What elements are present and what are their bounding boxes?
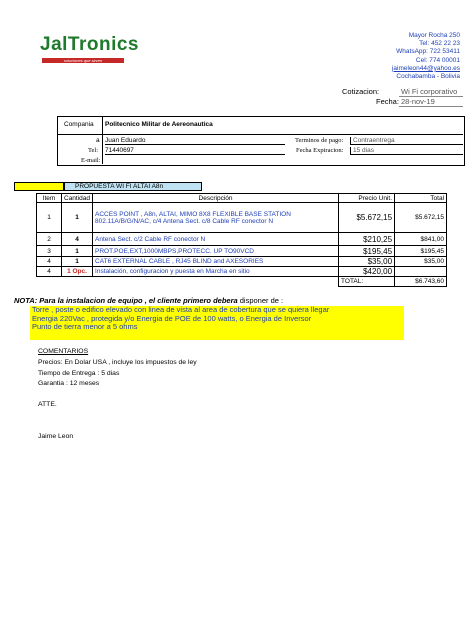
row-item: 1	[37, 203, 62, 233]
closing: ATTE.	[38, 401, 57, 408]
row-unit-price: $210,25	[339, 233, 395, 246]
row-unit-price: $420,00	[339, 267, 395, 277]
table-row	[37, 203, 447, 233]
expiracion-value: 15 dias	[350, 147, 463, 155]
email-link[interactable]: jaimeleon44@yahoo.es	[391, 64, 460, 72]
items-table	[36, 193, 447, 287]
table-row	[37, 267, 447, 277]
address: Mayor Rocha 250	[408, 32, 460, 39]
compania-label: Compania	[64, 121, 94, 128]
row-total: $841,00	[395, 233, 447, 246]
requirement-item: Torre , poste o edifico elevado con linea de vista al area de cobertura que se quiera llegar	[32, 305, 330, 314]
table-row	[37, 233, 447, 246]
fecha-label: Fecha:	[376, 97, 399, 106]
total-row	[37, 277, 447, 287]
cotizacion-value: Wi Fi corporativo	[399, 87, 463, 97]
signature-name: Jaime Leon	[38, 433, 74, 440]
row-description: ACCES POINT , A8n, ALTAI, MIMO 8X8 FLEXIBLE BASE STATION 802.11A/B/G/N/AC, c/4 Antena Sect. c/8 Cable RF conector N	[93, 203, 339, 233]
total-label: TOTAL:	[339, 277, 395, 287]
header-descripcion: Descripción	[93, 194, 339, 203]
proposal-marker	[14, 182, 64, 191]
comments-tiempo: Tiempo de Entrega : 5 dias	[38, 370, 120, 377]
tel-label: Tel:	[88, 147, 99, 154]
row-item: 3	[37, 246, 62, 257]
company-contact	[392, 32, 460, 81]
table-row	[37, 246, 447, 257]
cell: Cel: 774 00001	[415, 56, 460, 64]
table-header	[37, 194, 447, 203]
row-description: Antena Sect. c/2 Cable RF conector N	[93, 233, 339, 246]
row-unit-price: $5.672,15	[339, 203, 395, 233]
client-box	[57, 116, 465, 166]
header-precio: Precio Unit.	[339, 194, 395, 203]
terminos-label: Terminos de pago:	[295, 137, 344, 144]
compania-value: Politecnico Militar de Aereonautica	[105, 121, 213, 128]
row-qty: 1	[62, 257, 93, 267]
row-qty: 4	[62, 233, 93, 246]
comments-title: COMENTARIOS	[38, 348, 89, 355]
row-unit-price: $35,00	[339, 257, 395, 267]
a-label: a	[96, 137, 100, 144]
row-item: 4	[37, 267, 62, 277]
header-cantidad: Cantidad	[62, 194, 93, 203]
company-logo	[40, 34, 139, 70]
row-qty: 1 Opc.	[62, 267, 93, 277]
row-qty: 1	[62, 246, 93, 257]
row-total	[395, 267, 447, 277]
comments-garantia: Garantia : 12 meses	[38, 380, 100, 387]
nota	[14, 296, 283, 305]
tel-value: 71440697	[105, 147, 285, 155]
terminos-value: Contraentrega	[350, 137, 463, 145]
row-description: Instalación, configuracion y puesta en Marcha en sitio	[93, 267, 339, 277]
nota-heading: NOTA: Para la instalacion de equipo , el cliente primero debera	[14, 296, 238, 305]
row-total: $5.672,15	[395, 203, 447, 233]
a-value: Juan Eduardo	[105, 137, 285, 145]
row-unit-price: $195,45	[339, 246, 395, 257]
row-total: $35,00	[395, 257, 447, 267]
row-qty: 1	[62, 203, 93, 233]
header-total: Total	[395, 194, 447, 203]
comments-precios: Precios: En Dolar USA , incluye los impuestos de ley	[38, 359, 197, 366]
expiracion-label: Fecha Expiracion:	[296, 147, 344, 154]
requirement-item: Punto de tierra menor a 5 ohms	[32, 322, 138, 332]
requirement-item: Energia 220Vac , protegida y/o Energia de POE de 100 watts, o Energia de Inversor	[32, 313, 312, 323]
row-item: 4	[37, 257, 62, 267]
total-value: $6.743,60	[395, 277, 447, 287]
city: Cochabamba - Bolivia	[396, 73, 460, 81]
cotizacion-label: Cotizacion:	[342, 87, 380, 96]
proposal-title: PROPUESTA WI FI ALTAI A8n	[64, 182, 202, 191]
row-total: $195,45	[395, 246, 447, 257]
header-item: Item	[37, 194, 62, 203]
phone: Tel: 452 22 23	[419, 40, 460, 48]
logo-tagline: soluciones que sirven	[42, 58, 124, 63]
fecha-value: 28-nov-19	[399, 97, 463, 107]
logo-wordmark: JalTronics	[40, 34, 139, 55]
nota-rest: disponer de :	[237, 296, 284, 305]
email-label: E-mail:	[81, 157, 101, 164]
table-row	[37, 257, 447, 267]
row-description: PROT.POE,EXT,1000MBPS,PROTECC. UP TO90VCD	[93, 246, 339, 257]
requirements-box	[30, 306, 404, 340]
row-description: CAT6 EXTERNAL CABLE , RJ45 BLIND and AXESORIES	[93, 257, 339, 267]
whatsapp: WhatsApp: 722 53411	[396, 48, 460, 56]
row-item: 2	[37, 233, 62, 246]
